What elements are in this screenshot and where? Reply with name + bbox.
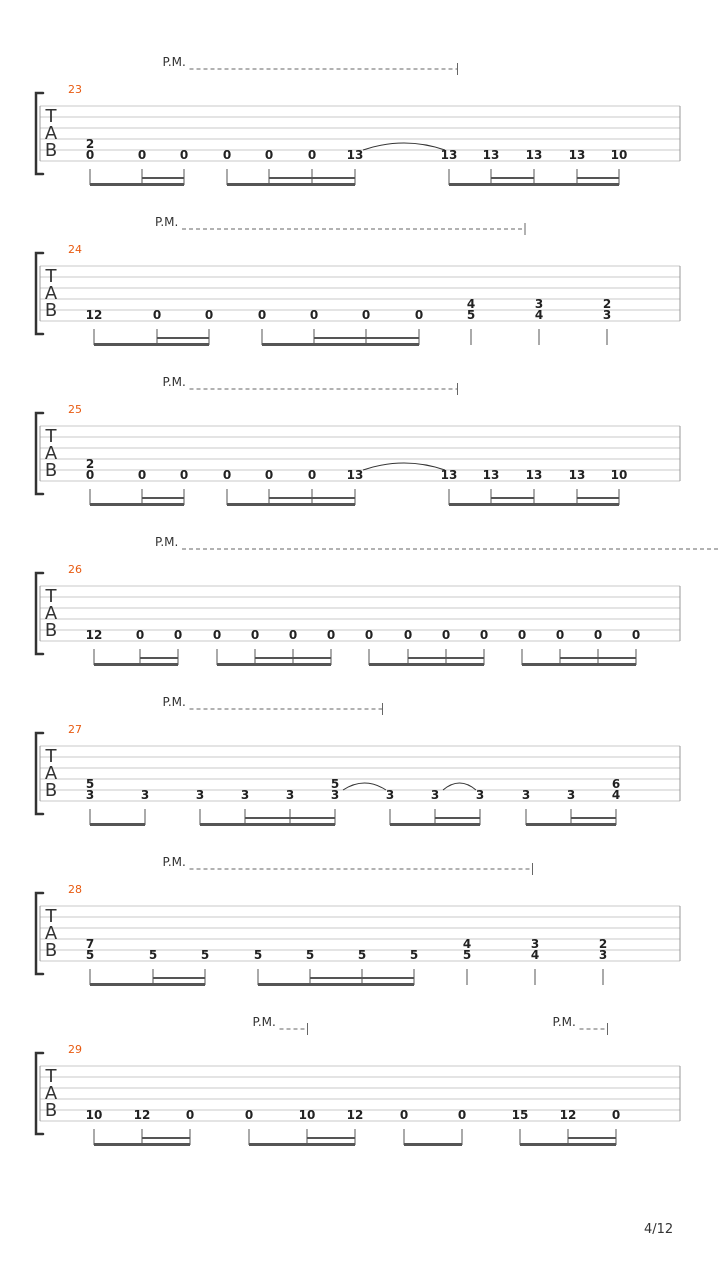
fret-number: 5: [409, 948, 419, 962]
tab-system-25: [36, 375, 680, 506]
tab-system-26: [36, 535, 720, 666]
tab-clef-letter: T: [45, 426, 57, 447]
fret-number: 0: [593, 628, 603, 642]
tab-system-28: [36, 855, 680, 986]
fret-number: 0: [288, 628, 298, 642]
tab-clef-letter: A: [44, 283, 58, 304]
fret-number: 4: [530, 948, 540, 962]
tab-clef-letter: A: [44, 603, 58, 624]
tab-clef-letter: T: [45, 906, 57, 927]
measure-number: 24: [68, 243, 82, 256]
fret-number: 5: [148, 948, 158, 962]
beam-secondary: [568, 1137, 616, 1139]
fret-number: 13: [440, 468, 458, 482]
beam: [90, 983, 205, 986]
beam: [404, 1143, 462, 1146]
beam: [94, 1143, 190, 1146]
tab-clef-letter: B: [44, 780, 58, 801]
fret-number: 5: [462, 948, 472, 962]
fret-number: 3: [530, 937, 540, 951]
fret-number: 13: [482, 148, 500, 162]
fret-number: 6: [611, 777, 621, 791]
fret-number: 0: [244, 1108, 254, 1122]
fret-number: 0: [479, 628, 489, 642]
tab-clef-letter: B: [44, 940, 58, 961]
fret-number: 0: [222, 148, 232, 162]
beam-secondary: [255, 657, 331, 659]
fret-number: 0: [364, 628, 374, 642]
tab-clef-letter: T: [45, 106, 57, 127]
fret-number: 3: [195, 788, 205, 802]
beam: [90, 823, 145, 826]
fret-number: 12: [559, 1108, 577, 1122]
fret-number: 0: [185, 1108, 195, 1122]
fret-number: 0: [264, 148, 274, 162]
beam: [390, 823, 480, 826]
beam-secondary: [142, 177, 184, 179]
fret-number: 0: [222, 468, 232, 482]
fret-number: 15: [511, 1108, 529, 1122]
fret-number: 5: [200, 948, 210, 962]
tab-system-27: [36, 695, 680, 826]
fret-number: 2: [85, 457, 95, 471]
tie-arc: [363, 463, 445, 470]
fret-number: 0: [204, 308, 214, 322]
fret-number: 0: [179, 148, 189, 162]
fret-number: 0: [326, 628, 336, 642]
tab-clef-letter: B: [44, 140, 58, 161]
fret-number: 3: [385, 788, 395, 802]
fret-number: 0: [135, 628, 145, 642]
fret-number: 2: [85, 137, 95, 151]
fret-number: 10: [610, 148, 628, 162]
fret-number: 3: [85, 788, 95, 802]
beam-secondary: [491, 177, 534, 179]
measure-number: 28: [68, 883, 82, 896]
fret-number: 0: [361, 308, 371, 322]
fret-number: 3: [240, 788, 250, 802]
beam-secondary: [435, 817, 480, 819]
beam-secondary: [269, 497, 355, 499]
beam: [227, 503, 355, 506]
fret-number: 4: [534, 308, 544, 322]
beam-secondary: [314, 337, 419, 339]
tie-arc: [443, 783, 476, 790]
tab-clef-letter: T: [45, 1066, 57, 1087]
palm-mute-label: P.M.: [155, 215, 179, 229]
beam: [449, 503, 534, 506]
tab-system-24: [36, 215, 680, 346]
fret-number: 0: [137, 468, 147, 482]
fret-number: 2: [598, 937, 608, 951]
fret-number: 13: [440, 148, 458, 162]
beam-secondary: [560, 657, 636, 659]
fret-number: 3: [598, 948, 608, 962]
fret-number: 5: [85, 777, 95, 791]
fret-number: 0: [631, 628, 641, 642]
tab-clef-letter: B: [44, 300, 58, 321]
palm-mute-label: P.M.: [162, 695, 186, 709]
fret-number: 5: [357, 948, 367, 962]
beam: [369, 663, 484, 666]
fret-number: 3: [430, 788, 440, 802]
fret-number: 10: [610, 468, 628, 482]
tab-clef-letter: A: [44, 123, 58, 144]
fret-number: 7: [85, 937, 95, 951]
measure-number: 26: [68, 563, 82, 576]
fret-number: 2: [602, 297, 612, 311]
fret-number: 0: [179, 468, 189, 482]
beam-secondary: [142, 497, 184, 499]
page-number: 4/12: [644, 1222, 674, 1237]
palm-mute-label: P.M.: [552, 1015, 576, 1029]
fret-number: 3: [534, 297, 544, 311]
fret-number: 13: [525, 148, 543, 162]
fret-number: 3: [330, 788, 340, 802]
tie-arc: [363, 143, 445, 150]
beam: [94, 663, 178, 666]
tab-clef-letter: B: [44, 620, 58, 641]
fret-number: 3: [602, 308, 612, 322]
fret-number: 0: [517, 628, 527, 642]
beam-secondary: [245, 817, 335, 819]
fret-number: 0: [85, 468, 95, 482]
beam: [262, 343, 419, 346]
beam: [534, 183, 619, 186]
fret-number: 0: [85, 148, 95, 162]
beam-secondary: [491, 497, 534, 499]
tab-clef-letter: T: [45, 586, 57, 607]
fret-number: 13: [568, 468, 586, 482]
beam: [217, 663, 331, 666]
fret-number: 5: [305, 948, 315, 962]
fret-number: 0: [399, 1108, 409, 1122]
fret-number: 0: [457, 1108, 467, 1122]
fret-number: 5: [253, 948, 263, 962]
tab-system-23: [36, 55, 680, 186]
tab-clef-letter: T: [45, 746, 57, 767]
measure-number: 27: [68, 723, 82, 736]
tab-clef-letter: A: [44, 923, 58, 944]
measure-number: 25: [68, 403, 82, 416]
beam-secondary: [307, 1137, 355, 1139]
tab-system-29: [36, 1015, 720, 1146]
fret-number: 3: [285, 788, 295, 802]
beam: [249, 1143, 355, 1146]
fret-number: 0: [309, 308, 319, 322]
fret-number: 0: [212, 628, 222, 642]
fret-number: 0: [250, 628, 260, 642]
beam: [90, 503, 184, 506]
tie-arc: [343, 783, 386, 790]
fret-number: 0: [307, 468, 317, 482]
tab-clef-letter: A: [44, 1083, 58, 1104]
tab-clef-letter: A: [44, 763, 58, 784]
fret-number: 0: [611, 1108, 621, 1122]
fret-number: 12: [85, 628, 103, 642]
fret-number: 3: [521, 788, 531, 802]
fret-number: 12: [133, 1108, 151, 1122]
beam-secondary: [310, 977, 414, 979]
beam: [258, 983, 414, 986]
fret-number: 4: [462, 937, 472, 951]
fret-number: 3: [140, 788, 150, 802]
fret-number: 0: [441, 628, 451, 642]
fret-number: 12: [346, 1108, 364, 1122]
palm-mute-label: P.M.: [162, 55, 186, 69]
beam: [526, 823, 616, 826]
fret-number: 0: [403, 628, 413, 642]
fret-number: 0: [307, 148, 317, 162]
fret-number: 0: [555, 628, 565, 642]
measure-number: 29: [68, 1043, 82, 1056]
fret-number: 0: [137, 148, 147, 162]
fret-number: 0: [152, 308, 162, 322]
beam: [94, 343, 209, 346]
fret-number: 13: [346, 468, 364, 482]
beam-secondary: [157, 337, 209, 339]
beam-secondary: [577, 177, 619, 179]
fret-number: 13: [482, 468, 500, 482]
fret-number: 5: [330, 777, 340, 791]
fret-number: 10: [298, 1108, 316, 1122]
palm-mute-label: P.M.: [162, 375, 186, 389]
fret-number: 13: [346, 148, 364, 162]
tab-clef-letter: T: [45, 266, 57, 287]
palm-mute-label: P.M.: [162, 855, 186, 869]
palm-mute-label: P.M.: [252, 1015, 276, 1029]
fret-number: 3: [566, 788, 576, 802]
fret-number: 0: [257, 308, 267, 322]
beam: [522, 663, 636, 666]
beam: [90, 183, 184, 186]
beam-secondary: [142, 1137, 190, 1139]
beam: [520, 1143, 616, 1146]
tab-clef-letter: B: [44, 1100, 58, 1121]
fret-number: 10: [85, 1108, 103, 1122]
beam-secondary: [140, 657, 178, 659]
beam-secondary: [571, 817, 616, 819]
fret-number: 5: [466, 308, 476, 322]
beam: [534, 503, 619, 506]
fret-number: 4: [466, 297, 476, 311]
beam-secondary: [577, 497, 619, 499]
fret-number: 13: [568, 148, 586, 162]
tab-clef-letter: B: [44, 460, 58, 481]
palm-mute-label: P.M.: [155, 535, 179, 549]
fret-number: 0: [414, 308, 424, 322]
fret-number: 5: [85, 948, 95, 962]
beam-secondary: [153, 977, 205, 979]
fret-number: 0: [264, 468, 274, 482]
beam-secondary: [269, 177, 355, 179]
fret-number: 13: [525, 468, 543, 482]
fret-number: 4: [611, 788, 621, 802]
beam: [227, 183, 355, 186]
fret-number: 0: [173, 628, 183, 642]
beam: [200, 823, 335, 826]
beam: [449, 183, 534, 186]
tab-clef-letter: A: [44, 443, 58, 464]
fret-number: 12: [85, 308, 103, 322]
fret-number: 3: [475, 788, 485, 802]
measure-number: 23: [68, 83, 82, 96]
beam-secondary: [408, 657, 484, 659]
